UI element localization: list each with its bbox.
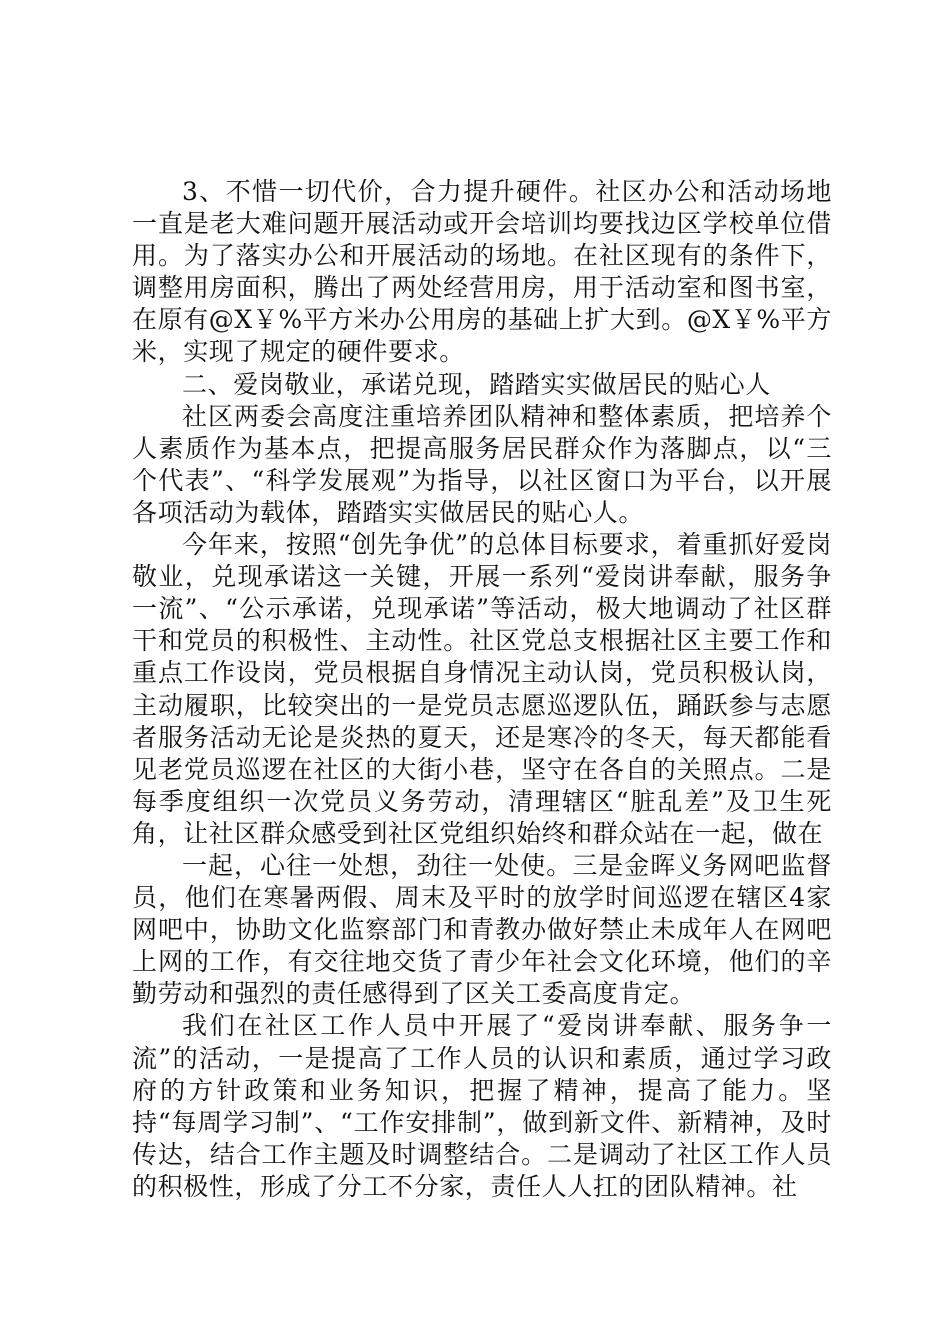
section-heading: 二、爱岗敬业，承诺兑现，踏踏实实做居民的贴心人	[182, 369, 771, 399]
paragraph-hardware: 3、不惜一切代价，合力提升硬件。社区办公和活动场地一直是老大难问题开展活动或开会培训均要找边区学校单位借用。为了落实办公和开展活动的场地。在社区现有的条件下，调整用房面积，腾出了两处经营用房，用于活动室和图书室，在原有@X￥%平方米办公用房的基础上扩大到。@X￥%平方米，实现了规定的硬件要求。	[132, 177, 832, 367]
paragraph-staff-activity: 我们在社区工作人员中开展了“爱岗讲奉献、服务争一流”的活动，一是提高了工作人员的认识和素质，通过学习政府的方针政策和业务知识，把握了精神，提高了能力。坚持“每周学习制”、“工作安排制”，做到新文件、新精神，及时传达，结合工作主题及时调整结合。二是调动了社区工作人员的积极性，形成了分工不分家，责任人人扛的团队精神。社	[132, 1011, 832, 1201]
document-body	[132, 176, 832, 1203]
paragraph-this-year: 今年来，按照“创先争优”的总体目标要求，着重抓好爱岗敬业，兑现承诺这一关键，开展一系列“爱岗讲奉献，服务争一流”、“公示承诺，兑现承诺”等活动，极大地调动了社区群干和党员的积极性、主动性。社区党总支根据社区主要工作和重点工作设岗，党员根据自身情况主动认岗，党员积极认岗，主动履职，比较突出的一是党员志愿巡逻队伍，踊跃参与志愿者服务活动无论是炎热的夏天，还是寒冷的冬天，每天都能看见老党员巡逻在社区的大街小巷，坚守在各自的关照点。二是每季度组织一次党员义务劳动，清理辖区“脏乱差”及卫生死角，让社区群众感受到社区党组织始终和群众站在一起，做在	[132, 530, 832, 848]
paragraph-team-spirit: 社区两委会高度注重培养团队精神和整体素质，把培养个人素质作为基本点，把提高服务居民群众作为落脚点，以“三个代表”、“科学发展观”为指导，以社区窗口为平台，以开展各项活动为载体，踏踏实实做居民的贴心人。	[132, 401, 832, 527]
paragraph-internet-cafe: 一起，心往一处想，劲往一处使。三是金晖义务网吧监督员，他们在寒暑两假、周末及平时的放学时间巡逻在辖区4家网吧中，协助文化监察部门和青教办做好禁止未成年人在网吧上网的工作，有交往地交货了青少年社会文化环境，他们的辛勤劳动和强烈的责任感得到了区关工委高度肯定。	[132, 850, 832, 1009]
